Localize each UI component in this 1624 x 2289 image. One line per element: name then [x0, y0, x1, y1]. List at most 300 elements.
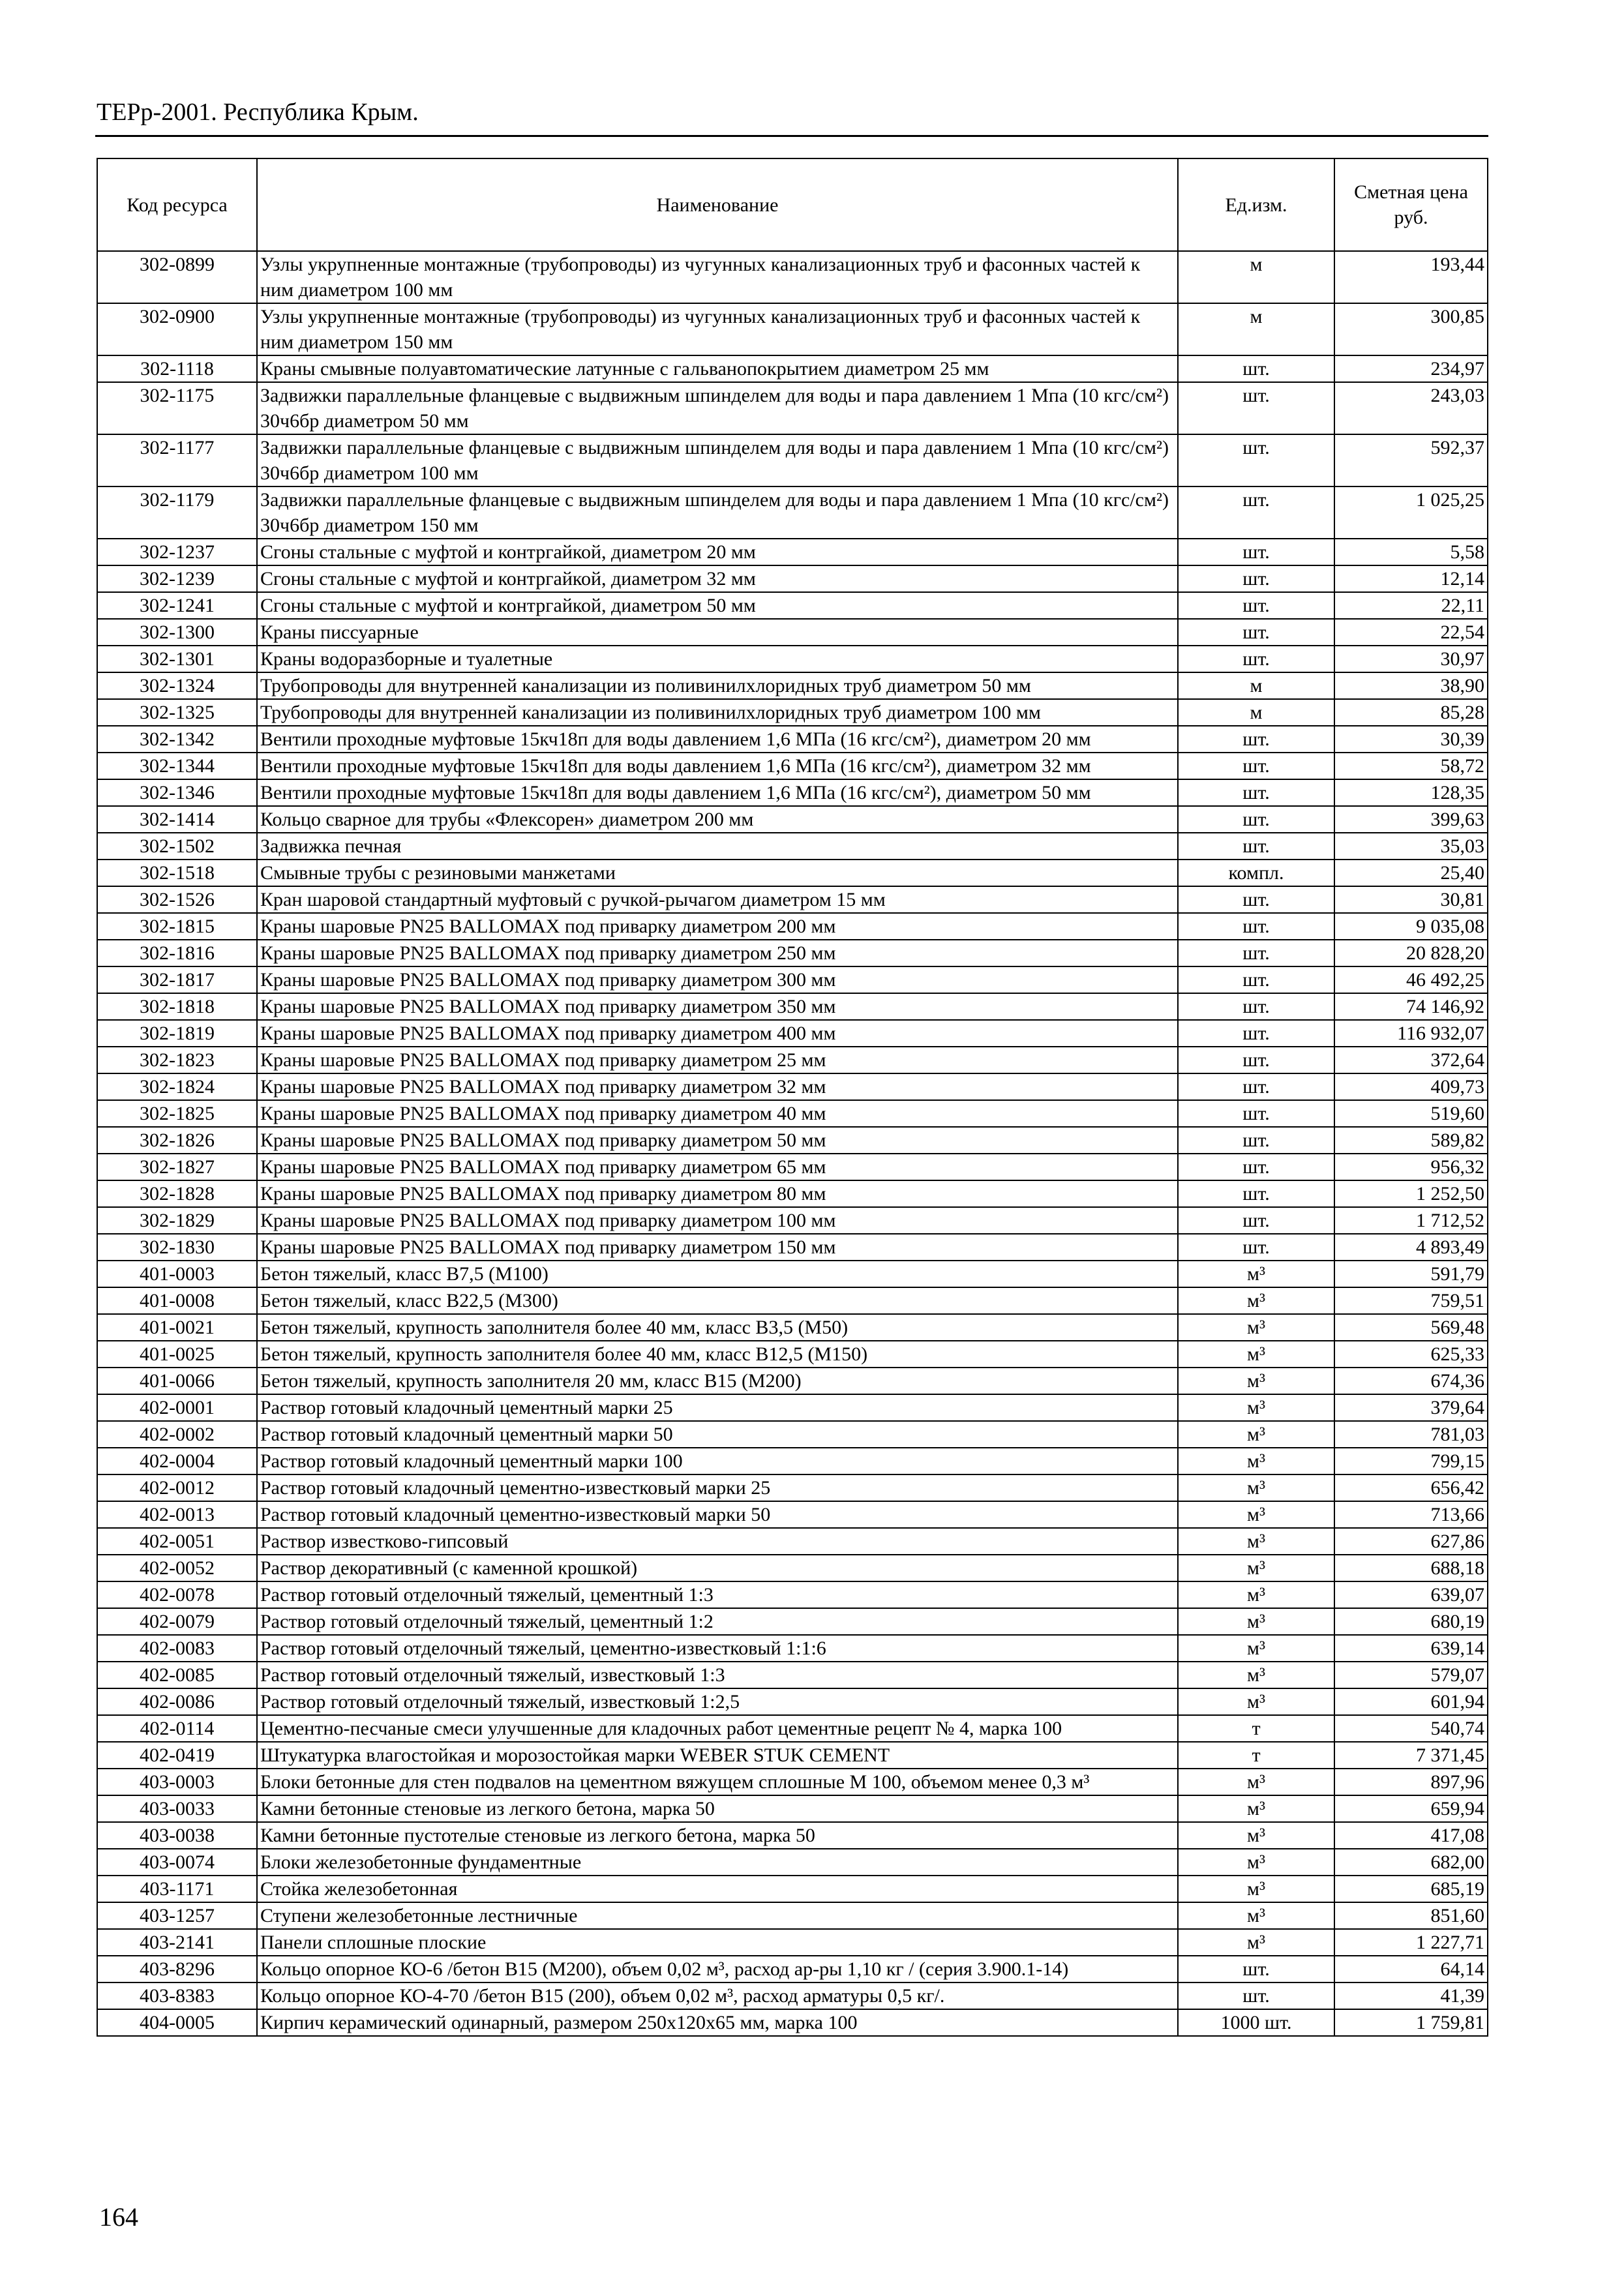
cell-price: 799,15 — [1334, 1448, 1488, 1474]
cell-unit: м — [1178, 672, 1334, 699]
table-row — [97, 886, 1488, 913]
cell-unit: шт. — [1178, 966, 1334, 993]
cell-unit: м³ — [1178, 1608, 1334, 1635]
cell-unit: шт. — [1178, 1127, 1334, 1154]
table-row — [97, 539, 1488, 565]
cell-unit: шт. — [1178, 993, 1334, 1020]
cell-name: Камни бетонные пустотелые стеновые из легкого бетона, марка 50 — [257, 1822, 1178, 1849]
cell-price: 417,08 — [1334, 1822, 1488, 1849]
cell-code: 302-0899 — [97, 251, 257, 303]
table-row — [97, 806, 1488, 833]
table-row — [97, 1956, 1488, 1982]
cell-name: Трубопроводы для внутренней канализации из поливинилхлоридных труб диаметром 50 мм — [257, 672, 1178, 699]
cell-price: 1 227,71 — [1334, 1929, 1488, 1956]
cell-unit: шт. — [1178, 753, 1334, 779]
cell-unit: шт. — [1178, 619, 1334, 646]
cell-name: Краны шаровые PN25 BALLOMAX под приварку диаметром 32 мм — [257, 1073, 1178, 1100]
header-divider — [95, 135, 1488, 137]
cell-code: 402-0012 — [97, 1474, 257, 1501]
cell-price: 685,19 — [1334, 1876, 1488, 1902]
cell-name: Краны шаровые PN25 BALLOMAX под приварку диаметром 100 мм — [257, 1207, 1178, 1234]
cell-price: 540,74 — [1334, 1715, 1488, 1742]
cell-unit: шт. — [1178, 539, 1334, 565]
cell-name: Цементно-песчаные смеси улучшенные для кладочных работ цементные рецепт № 4, марка 100 — [257, 1715, 1178, 1742]
table-row — [97, 699, 1488, 726]
cell-price: 116 932,07 — [1334, 1020, 1488, 1047]
cell-price: 713,66 — [1334, 1501, 1488, 1528]
cell-code: 302-1175 — [97, 382, 257, 434]
table-row — [97, 913, 1488, 940]
cell-price: 519,60 — [1334, 1100, 1488, 1127]
table-row — [97, 303, 1488, 355]
table-row — [97, 592, 1488, 619]
cell-name: Краны смывные полуавтоматические латунные с гальванопокрытием диаметром 25 мм — [257, 355, 1178, 382]
cell-code: 302-1324 — [97, 672, 257, 699]
cell-code: 402-0002 — [97, 1421, 257, 1448]
cell-code: 402-0079 — [97, 1608, 257, 1635]
cell-price: 85,28 — [1334, 699, 1488, 726]
cell-unit: м³ — [1178, 1421, 1334, 1448]
cell-name: Краны шаровые PN25 BALLOMAX под приварку диаметром 250 мм — [257, 940, 1178, 966]
cell-unit: шт. — [1178, 1982, 1334, 2009]
cell-price: 30,81 — [1334, 886, 1488, 913]
cell-name: Задвижки параллельные фланцевые с выдвижным шпинделем для воды и пара давлением 1 Мпа (10 кгс/см²) 30ч6бр диаметром 50 мм — [257, 382, 1178, 434]
cell-price: 46 492,25 — [1334, 966, 1488, 993]
page-header-title: ТЕРр-2001. Республика Крым. — [97, 98, 419, 126]
cell-unit: м³ — [1178, 1261, 1334, 1287]
cell-price: 30,39 — [1334, 726, 1488, 753]
cell-name: Задвижки параллельные фланцевые с выдвижным шпинделем для воды и пара давлением 1 Мпа (10 кгс/см²) 30ч6бр диаметром 100 мм — [257, 434, 1178, 486]
cell-price: 759,51 — [1334, 1287, 1488, 1314]
page-number: 164 — [99, 2202, 138, 2232]
table-row — [97, 251, 1488, 303]
cell-name: Краны писсуарные — [257, 619, 1178, 646]
cell-name: Раствор известково-гипсовый — [257, 1528, 1178, 1555]
cell-code: 302-1816 — [97, 940, 257, 966]
cell-code: 302-1824 — [97, 1073, 257, 1100]
cell-name: Кольцо сварное для трубы «Флексорен» диаметром 200 мм — [257, 806, 1178, 833]
cell-price: 627,86 — [1334, 1528, 1488, 1555]
cell-code: 302-1827 — [97, 1154, 257, 1180]
cell-code: 403-8296 — [97, 1956, 257, 1982]
cell-price: 688,18 — [1334, 1555, 1488, 1581]
cell-code: 403-2141 — [97, 1929, 257, 1956]
table-row — [97, 1020, 1488, 1047]
table-row — [97, 1982, 1488, 2009]
table-row — [97, 1876, 1488, 1902]
cell-name: Раствор готовый кладочный цементно-известковый марки 50 — [257, 1501, 1178, 1528]
cell-code: 302-1823 — [97, 1047, 257, 1073]
cell-unit: м³ — [1178, 1474, 1334, 1501]
cell-name: Раствор готовый кладочный цементный марки 100 — [257, 1448, 1178, 1474]
cell-unit: шт. — [1178, 1100, 1334, 1127]
table-row — [97, 1207, 1488, 1234]
table-row — [97, 1795, 1488, 1822]
table-row — [97, 1608, 1488, 1635]
cell-price: 579,07 — [1334, 1662, 1488, 1688]
cell-unit: шт. — [1178, 1154, 1334, 1180]
table-row — [97, 860, 1488, 886]
table-row — [97, 565, 1488, 592]
cell-unit: шт. — [1178, 833, 1334, 860]
cell-code: 402-0114 — [97, 1715, 257, 1742]
cell-name: Ступени железобетонные лестничные — [257, 1902, 1178, 1929]
table-row — [97, 1421, 1488, 1448]
cell-unit: шт. — [1178, 886, 1334, 913]
cell-code: 302-1502 — [97, 833, 257, 860]
cell-code: 302-1118 — [97, 355, 257, 382]
cell-unit: м — [1178, 699, 1334, 726]
cell-price: 379,64 — [1334, 1394, 1488, 1421]
cell-price: 35,03 — [1334, 833, 1488, 860]
cell-unit: м — [1178, 251, 1334, 303]
cell-code: 402-0083 — [97, 1635, 257, 1662]
cell-code: 401-0008 — [97, 1287, 257, 1314]
cell-code: 302-1300 — [97, 619, 257, 646]
table-row — [97, 1448, 1488, 1474]
cell-unit: м³ — [1178, 1822, 1334, 1849]
cell-price: 74 146,92 — [1334, 993, 1488, 1020]
cell-unit: шт. — [1178, 1047, 1334, 1073]
cell-unit: шт. — [1178, 434, 1334, 486]
cell-code: 302-1179 — [97, 486, 257, 539]
cell-code: 401-0003 — [97, 1261, 257, 1287]
cell-name: Краны шаровые PN25 BALLOMAX под приварку диаметром 200 мм — [257, 913, 1178, 940]
cell-code: 302-1177 — [97, 434, 257, 486]
cell-name: Задвижка печная — [257, 833, 1178, 860]
cell-unit: шт. — [1178, 779, 1334, 806]
cell-price: 781,03 — [1334, 1421, 1488, 1448]
cell-price: 9 035,08 — [1334, 913, 1488, 940]
cell-code: 402-0001 — [97, 1394, 257, 1421]
cell-name: Сгоны стальные с муфтой и контргайкой, диаметром 50 мм — [257, 592, 1178, 619]
table-row — [97, 1849, 1488, 1876]
cell-code: 302-1826 — [97, 1127, 257, 1154]
table-row — [97, 1073, 1488, 1100]
cell-unit: шт. — [1178, 1180, 1334, 1207]
table-row — [97, 1902, 1488, 1929]
cell-code: 302-1344 — [97, 753, 257, 779]
cell-code: 302-1819 — [97, 1020, 257, 1047]
cell-code: 403-8383 — [97, 1982, 257, 2009]
cell-code: 402-0085 — [97, 1662, 257, 1688]
cell-price: 30,97 — [1334, 646, 1488, 672]
cell-unit: м³ — [1178, 1501, 1334, 1528]
cell-price: 1 759,81 — [1334, 2009, 1488, 2036]
cell-price: 639,14 — [1334, 1635, 1488, 1662]
cell-unit: шт. — [1178, 382, 1334, 434]
cell-name: Блоки бетонные для стен подвалов на цементном вяжущем сплошные М 100, объемом менее 0,3 м³ — [257, 1769, 1178, 1795]
cell-name: Бетон тяжелый, крупность заполнителя более 40 мм, класс В12,5 (М150) — [257, 1341, 1178, 1368]
cell-price: 409,73 — [1334, 1073, 1488, 1100]
cell-price: 22,54 — [1334, 619, 1488, 646]
cell-price: 1 712,52 — [1334, 1207, 1488, 1234]
cell-name: Блоки железобетонные фундаментные — [257, 1849, 1178, 1876]
cell-price: 372,64 — [1334, 1047, 1488, 1073]
table-row — [97, 2009, 1488, 2036]
cell-price: 639,07 — [1334, 1581, 1488, 1608]
table-row — [97, 1100, 1488, 1127]
table-row — [97, 1368, 1488, 1394]
cell-price: 193,44 — [1334, 251, 1488, 303]
cell-name: Вентили проходные муфтовые 15кч18п для воды давлением 1,6 МПа (16 кгс/см²), диаметром 50 мм — [257, 779, 1178, 806]
cell-unit: м³ — [1178, 1394, 1334, 1421]
cell-price: 58,72 — [1334, 753, 1488, 779]
table-row — [97, 940, 1488, 966]
cell-unit: м³ — [1178, 1635, 1334, 1662]
cell-name: Раствор готовый кладочный цементный марки 50 — [257, 1421, 1178, 1448]
table-row — [97, 779, 1488, 806]
cell-code: 302-1829 — [97, 1207, 257, 1234]
cell-price: 601,94 — [1334, 1688, 1488, 1715]
cell-code: 401-0021 — [97, 1314, 257, 1341]
cell-unit: м³ — [1178, 1902, 1334, 1929]
cell-unit: м³ — [1178, 1555, 1334, 1581]
cell-unit: шт. — [1178, 646, 1334, 672]
cell-unit: м³ — [1178, 1368, 1334, 1394]
cell-name: Сгоны стальные с муфтой и контргайкой, диаметром 20 мм — [257, 539, 1178, 565]
cell-code: 402-0051 — [97, 1528, 257, 1555]
cell-unit: м³ — [1178, 1448, 1334, 1474]
cell-name: Краны водоразборные и туалетные — [257, 646, 1178, 672]
cell-unit: м³ — [1178, 1341, 1334, 1368]
cell-unit: т — [1178, 1715, 1334, 1742]
cell-code: 402-0078 — [97, 1581, 257, 1608]
table-row — [97, 1180, 1488, 1207]
cell-name: Кирпич керамический одинарный, размером 250х120х65 мм, марка 100 — [257, 2009, 1178, 2036]
cell-code: 403-0003 — [97, 1769, 257, 1795]
table-row — [97, 1287, 1488, 1314]
cell-name: Смывные трубы с резиновыми манжетами — [257, 860, 1178, 886]
cell-name: Бетон тяжелый, класс В7,5 (М100) — [257, 1261, 1178, 1287]
cell-name: Трубопроводы для внутренней канализации из поливинилхлоридных труб диаметром 100 мм — [257, 699, 1178, 726]
cell-code: 302-0900 — [97, 303, 257, 355]
cell-name: Сгоны стальные с муфтой и контргайкой, диаметром 32 мм — [257, 565, 1178, 592]
cell-unit: шт. — [1178, 1234, 1334, 1261]
cell-unit: компл. — [1178, 860, 1334, 886]
cell-name: Раствор готовый отделочный тяжелый, цементный 1:2 — [257, 1608, 1178, 1635]
table-row — [97, 646, 1488, 672]
cell-name: Краны шаровые PN25 BALLOMAX под приварку диаметром 350 мм — [257, 993, 1178, 1020]
cell-unit: м³ — [1178, 1581, 1334, 1608]
cell-price: 5,58 — [1334, 539, 1488, 565]
cell-price: 682,00 — [1334, 1849, 1488, 1876]
cell-code: 401-0066 — [97, 1368, 257, 1394]
cell-name: Кран шаровой стандартный муфтовый с ручкой-рычагом диаметром 15 мм — [257, 886, 1178, 913]
cell-price: 128,35 — [1334, 779, 1488, 806]
cell-code: 402-0052 — [97, 1555, 257, 1581]
cell-code: 302-1325 — [97, 699, 257, 726]
cell-name: Раствор готовый кладочный цементно-известковый марки 25 — [257, 1474, 1178, 1501]
cell-price: 399,63 — [1334, 806, 1488, 833]
cell-unit: шт. — [1178, 1956, 1334, 1982]
cell-unit: м³ — [1178, 1287, 1334, 1314]
cell-name: Бетон тяжелый, крупность заполнителя более 40 мм, класс В3,5 (М50) — [257, 1314, 1178, 1341]
cell-unit: шт. — [1178, 913, 1334, 940]
cell-name: Краны шаровые PN25 BALLOMAX под приварку диаметром 50 мм — [257, 1127, 1178, 1154]
cell-code: 302-1815 — [97, 913, 257, 940]
cell-code: 403-0033 — [97, 1795, 257, 1822]
cell-price: 659,94 — [1334, 1795, 1488, 1822]
cell-code: 302-1239 — [97, 565, 257, 592]
table-row — [97, 1688, 1488, 1715]
cell-price: 300,85 — [1334, 303, 1488, 355]
cell-code: 302-1818 — [97, 993, 257, 1020]
cell-code: 302-1241 — [97, 592, 257, 619]
cell-name: Краны шаровые PN25 BALLOMAX под приварку диаметром 40 мм — [257, 1100, 1178, 1127]
cell-name: Раствор готовый отделочный тяжелый, цементно-известковый 1:1:6 — [257, 1635, 1178, 1662]
cell-price: 38,90 — [1334, 672, 1488, 699]
cell-price: 897,96 — [1334, 1769, 1488, 1795]
cell-unit: шт. — [1178, 355, 1334, 382]
cell-unit: шт. — [1178, 726, 1334, 753]
table-row — [97, 1314, 1488, 1341]
cell-name: Краны шаровые PN25 BALLOMAX под приварку диаметром 300 мм — [257, 966, 1178, 993]
cell-price: 589,82 — [1334, 1127, 1488, 1154]
cell-price: 625,33 — [1334, 1341, 1488, 1368]
cell-name: Бетон тяжелый, крупность заполнителя 20 мм, класс В15 (М200) — [257, 1368, 1178, 1394]
table-row — [97, 726, 1488, 753]
cell-price: 956,32 — [1334, 1154, 1488, 1180]
cell-price: 25,40 — [1334, 860, 1488, 886]
cell-price: 591,79 — [1334, 1261, 1488, 1287]
cell-unit: шт. — [1178, 1207, 1334, 1234]
cell-code: 401-0025 — [97, 1341, 257, 1368]
cell-name: Задвижки параллельные фланцевые с выдвижным шпинделем для воды и пара давлением 1 Мпа (10 кгс/см²) 30ч6бр диаметром 150 мм — [257, 486, 1178, 539]
cell-unit: м³ — [1178, 1769, 1334, 1795]
cell-unit: т — [1178, 1742, 1334, 1769]
table-row — [97, 1929, 1488, 1956]
cell-unit: м³ — [1178, 1795, 1334, 1822]
cell-name: Бетон тяжелый, класс В22,5 (М300) — [257, 1287, 1178, 1314]
cell-price: 243,03 — [1334, 382, 1488, 434]
cell-unit: м³ — [1178, 1528, 1334, 1555]
cell-price: 41,39 — [1334, 1982, 1488, 2009]
column-header-code: Код ресурса — [97, 158, 257, 251]
table-row — [97, 1341, 1488, 1368]
table-row — [97, 1822, 1488, 1849]
cell-name: Краны шаровые PN25 BALLOMAX под приварку диаметром 400 мм — [257, 1020, 1178, 1047]
table-row — [97, 1555, 1488, 1581]
table-row — [97, 1742, 1488, 1769]
cell-code: 403-1257 — [97, 1902, 257, 1929]
table-row — [97, 1474, 1488, 1501]
cell-code: 402-0013 — [97, 1501, 257, 1528]
table-row — [97, 434, 1488, 486]
cell-name: Вентили проходные муфтовые 15кч18п для воды давлением 1,6 МПа (16 кгс/см²), диаметром 20 мм — [257, 726, 1178, 753]
cell-code: 403-0074 — [97, 1849, 257, 1876]
table-row — [97, 1261, 1488, 1287]
cell-unit: 1000 шт. — [1178, 2009, 1334, 2036]
cell-name: Узлы укрупненные монтажные (трубопроводы) из чугунных канализационных труб и фасонных частей к ним диаметром 100 мм — [257, 251, 1178, 303]
cell-unit: шт. — [1178, 592, 1334, 619]
table-header-row — [97, 158, 1488, 251]
table-body — [97, 251, 1488, 2036]
cell-code: 302-1414 — [97, 806, 257, 833]
table-row — [97, 1501, 1488, 1528]
cell-code: 302-1518 — [97, 860, 257, 886]
table-row — [97, 753, 1488, 779]
cell-code: 302-1828 — [97, 1180, 257, 1207]
table-row — [97, 672, 1488, 699]
cell-name: Краны шаровые PN25 BALLOMAX под приварку диаметром 25 мм — [257, 1047, 1178, 1073]
cell-name: Вентили проходные муфтовые 15кч18п для воды давлением 1,6 МПа (16 кгс/см²), диаметром 32 мм — [257, 753, 1178, 779]
cell-unit: шт. — [1178, 1020, 1334, 1047]
cell-code: 302-1817 — [97, 966, 257, 993]
cell-code: 403-0038 — [97, 1822, 257, 1849]
cell-code: 404-0005 — [97, 2009, 257, 2036]
cell-code: 302-1346 — [97, 779, 257, 806]
cell-price: 20 828,20 — [1334, 940, 1488, 966]
table-row — [97, 619, 1488, 646]
table-row — [97, 355, 1488, 382]
cell-name: Краны шаровые PN25 BALLOMAX под приварку диаметром 65 мм — [257, 1154, 1178, 1180]
table-row — [97, 1154, 1488, 1180]
cell-price: 674,36 — [1334, 1368, 1488, 1394]
cell-unit: шт. — [1178, 1073, 1334, 1100]
table-row — [97, 1662, 1488, 1688]
cell-code: 402-0004 — [97, 1448, 257, 1474]
cell-unit: м³ — [1178, 1314, 1334, 1341]
cell-name: Кольцо опорное КО-4-70 /бетон В15 (200), объем 0,02 м³, расход арматуры 0,5 кг/. — [257, 1982, 1178, 2009]
cell-code: 403-1171 — [97, 1876, 257, 1902]
cell-name: Панели сплошные плоские — [257, 1929, 1178, 1956]
table-row — [97, 486, 1488, 539]
cell-name: Стойка железобетонная — [257, 1876, 1178, 1902]
table-row — [97, 1047, 1488, 1073]
cell-price: 851,60 — [1334, 1902, 1488, 1929]
cell-price: 1 025,25 — [1334, 486, 1488, 539]
cell-unit: шт. — [1178, 940, 1334, 966]
cell-unit: шт. — [1178, 806, 1334, 833]
price-table — [97, 158, 1488, 2037]
cell-price: 22,11 — [1334, 592, 1488, 619]
cell-unit: шт. — [1178, 486, 1334, 539]
cell-code: 402-0086 — [97, 1688, 257, 1715]
cell-code: 302-1237 — [97, 539, 257, 565]
cell-name: Раствор готовый кладочный цементный марки 25 — [257, 1394, 1178, 1421]
table-row — [97, 1581, 1488, 1608]
cell-price: 1 252,50 — [1334, 1180, 1488, 1207]
table-row — [97, 993, 1488, 1020]
column-header-unit: Ед.изм. — [1178, 158, 1334, 251]
cell-name: Раствор готовый отделочный тяжелый, цементный 1:3 — [257, 1581, 1178, 1608]
cell-unit: шт. — [1178, 565, 1334, 592]
column-header-price: Сметная цена руб. — [1334, 158, 1488, 251]
cell-name: Раствор готовый отделочный тяжелый, известковый 1:2,5 — [257, 1688, 1178, 1715]
table-row — [97, 833, 1488, 860]
cell-unit: м³ — [1178, 1929, 1334, 1956]
cell-name: Краны шаровые PN25 BALLOMAX под приварку диаметром 150 мм — [257, 1234, 1178, 1261]
cell-price: 680,19 — [1334, 1608, 1488, 1635]
cell-unit: м — [1178, 303, 1334, 355]
cell-code: 302-1342 — [97, 726, 257, 753]
cell-price: 64,14 — [1334, 1956, 1488, 1982]
cell-price: 234,97 — [1334, 355, 1488, 382]
table-row — [97, 1394, 1488, 1421]
table-row — [97, 1715, 1488, 1742]
cell-code: 302-1526 — [97, 886, 257, 913]
cell-name: Штукатурка влагостойкая и морозостойкая марки WEBER STUK CEMENT — [257, 1742, 1178, 1769]
cell-price: 569,48 — [1334, 1314, 1488, 1341]
cell-price: 592,37 — [1334, 434, 1488, 486]
cell-price: 4 893,49 — [1334, 1234, 1488, 1261]
cell-price: 7 371,45 — [1334, 1742, 1488, 1769]
table-row — [97, 1635, 1488, 1662]
table-row — [97, 382, 1488, 434]
cell-unit: м³ — [1178, 1688, 1334, 1715]
column-header-name: Наименование — [257, 158, 1178, 251]
